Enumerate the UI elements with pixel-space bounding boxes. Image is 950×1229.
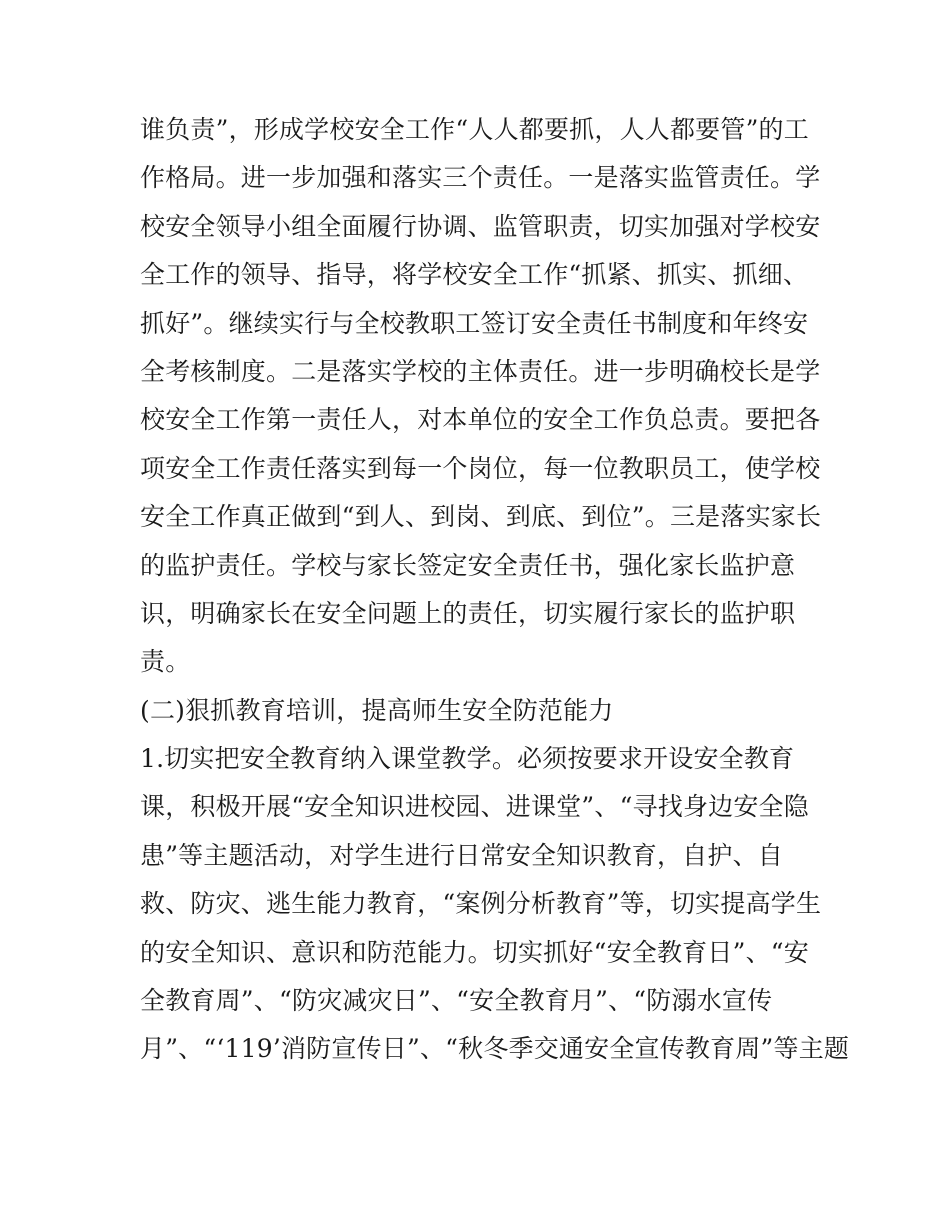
text-line: 安全工作真正做到“到人、到岗、到底、到位”。三是落实家长 <box>140 502 822 532</box>
text-line: 谁负责”，形成学校安全工作“人人都要抓，人人都要管”的工 <box>140 115 809 144</box>
text-line: 患”等主题活动，对学生进行日常安全知识教育，自护、自 <box>140 840 783 870</box>
text-line: 课，积极开展“安全知识进校园、进课堂”、“寻找身边安全隐 <box>140 792 809 822</box>
text-line: 识，明确家长在安全问题上的责任，切实履行家长的监护职 <box>140 598 796 628</box>
text-line: 月”、“‘119’消防宣传日”、“秋冬季交通安全宣传教育周”等主题 <box>140 1034 850 1064</box>
text-line: 全教育周”、“防灾减灾日”、“安全教育月”、“防溺水宣传 <box>140 986 773 1016</box>
text-line: 全工作的领导、指导，将学校安全工作“抓紧、抓实、抓细、 <box>140 260 809 290</box>
text-line: 的安全知识、意识和防范能力。切实抓好“安全教育日”、“安 <box>140 937 809 967</box>
text-line: 的监护责任。学校与家长签定安全责任书，强化家长监护意 <box>140 550 796 580</box>
text-line: 全考核制度。二是落实学校的主体责任。进一步明确校长是学 <box>140 356 821 386</box>
text-line: 项安全工作责任落实到每一个岗位，每一位教职员工，使学校 <box>140 453 821 483</box>
text-line: 救、防灾、逃生能力教育，“案例分析教育”等，切实提高学生 <box>140 889 822 919</box>
section-heading: (二)狠抓教育培训，提高师生安全防范能力 <box>140 695 614 725</box>
text-line: 作格局。进一步加强和落实三个责任。一是落实监管责任。学 <box>140 163 821 193</box>
text-line: 1.切实把安全教育纳入课堂教学。必须按要求开设安全教育 <box>140 744 795 774</box>
text-line: 校安全工作第一责任人，对本单位的安全工作负总责。要把各 <box>140 405 821 435</box>
text-line: 校安全领导小组全面履行协调、监管职责，切实加强对学校安 <box>140 211 821 241</box>
text-line: 责。 <box>140 647 191 677</box>
text-line: 抓好”。继续实行与全校教职工签订安全责任书制度和年终安 <box>140 308 809 338</box>
body-text <box>140 106 850 1074</box>
